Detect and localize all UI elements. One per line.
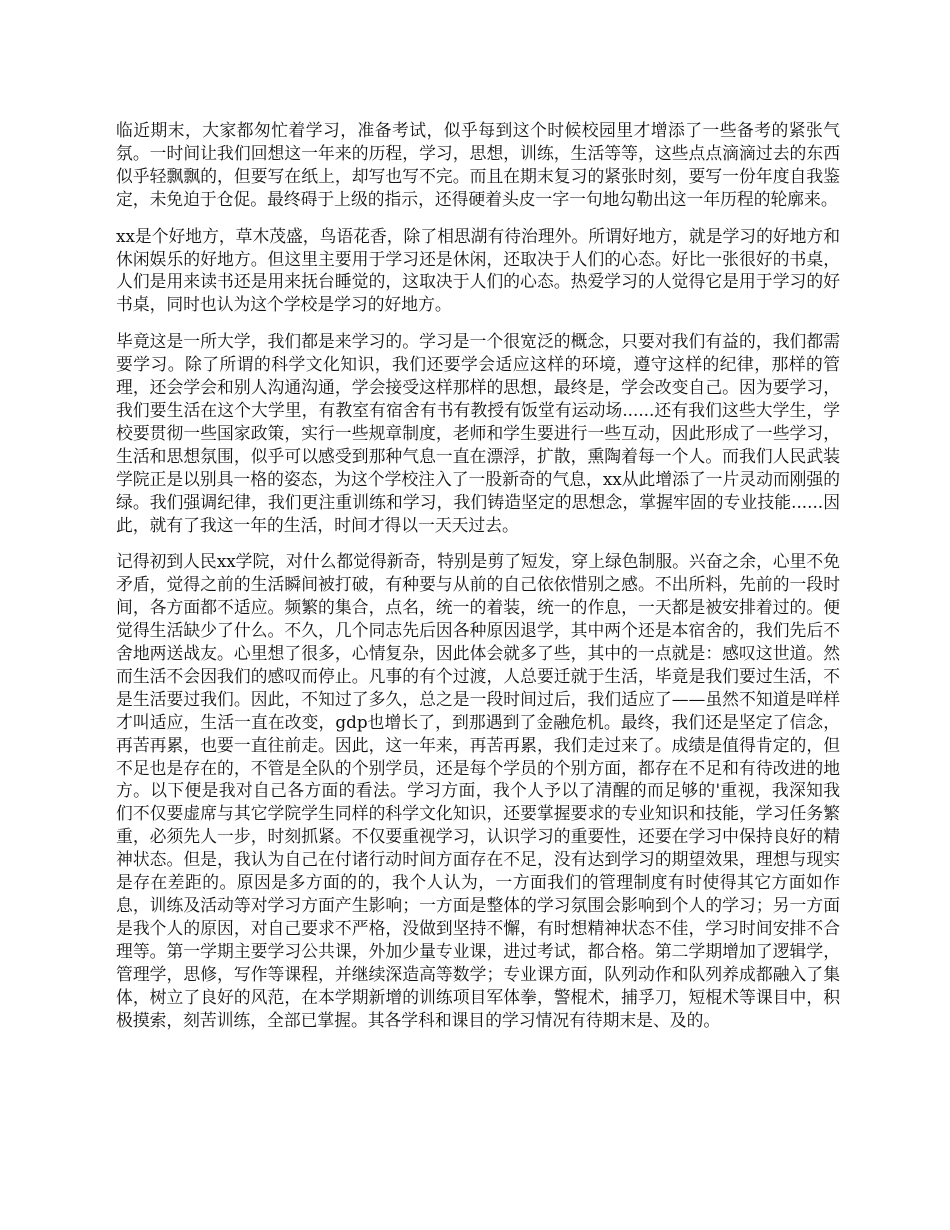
paragraph-1: 临近期末，大家都匆忙着学习，准备考试，似乎每到这个时候校园里才增添了一些备考的紧张气氛。一时间让我们回想这一年来的历程，学习，思想，训练，生活等等，这些点点滴滴过去的东西似乎轻飘飘的，但要写在纸上，却写也写不完。而且在期末复习的紧张时刻，要写一份年度自我鉴定，未免迫于仓促。最终碍于上级的指示，还得硬着头皮一字一句地勾勒出这一年历程的轮廓来。: [116, 120, 840, 209]
document-body: [116, 119, 840, 1045]
paragraph-4: 记得初到人民xx学院，对什么都觉得新奇，特别是剪了短发，穿上绿色制服。兴奋之余，心里不免矛盾，觉得之前的生活瞬间被打破，有种要与从前的自己依依惜别之感。不出所料，先前的一段时间，各方面都不适应。频繁的集合，点名，统一的着装，统一的作息，一天都是被安排着过的。便觉得生活缺少了什么。不久，几个同志先后因各种原因退学，其中两个还是本宿舍的，我们先后不舍地两送战友。心里想了很多，心情复杂，因此体会就多了些，其中的一点就是：感叹这世道。然而生活不会因我们的感叹而停止。凡事的有个过渡，人总要迁就于生活，毕竟是我们要过生活，不是生活要过我们。因此，不知过了多久，总之是一段时间过后，我们适应了——虽然不知道是咩样才叫适应，生活一直在改变，gdp也增长了，到那遇到了金融危机。最终，我们还是坚定了信念，再苦再累，也要一直往前走。因此，这一年来，再苦再累，我们走过来了。成绩是值得肯定的，但不足也是存在的，不管是全队的个别学员，还是每个学员的个别方面，都存在不足和有待改进的地方。以下便是我对自己各方面的看法。学习方面，我个人予以了清醒的而足够的'重视，我深知我们不仅要虚席与其它学院学生同样的科学文化知识，还要掌握要求的专业知识和技能，学习任务繁重，必须先人一步，时刻抓紧。不仅要重视学习，认识学习的重要性，还要在学习中保持良好的精神状态。但是，我认为自己在付诸行动时间方面存在不足，没有达到学习的期望效果，理想与现实是存在差距的。原因是多方面的的，我个人认为，一方面我们的管理制度有时使得其它方面如作息，训练及活动等对学习方面产生影响；一方面是整体的学习氛围会影响到个人的学习；另一方面是我个人的原因，对自己要求不严格，没做到坚持不懈，有时想精神状态不佳，学习时间安排不合理等。第一学期主要学习公共课，外加少量专业课，进过考试，都合格。第二学期增加了逻辑学，管理学，思修，写作等课程，并继续深造高等数学；专业课方面，队列动作和队列养成都融入了集体，树立了良好的风范，在本学期新增的训练项目军体拳，警棍术，捕孚刀，短棍术等课目中，积极摸索，刻苦训练，全部已掌握。其各学科和课目的学习情况有待期末是、及的。: [116, 551, 840, 1030]
paragraph-2: xx是个好地方，草木茂盛，鸟语花香，除了相思湖有待治理外。所谓好地方，就是学习的好地方和休闲娱乐的好地方。但这里主要用于学习还是休闲，还取决于人们的心态。好比一张很好的书桌，人们是用来读书还是用来抚台睡觉的，这取决于人们的心态。热爱学习的人觉得它是用于学习的好书桌，同时也认为这个学校是学习的好地方。: [116, 225, 840, 315]
paragraph-3: 毕竟这是一所大学，我们都是来学习的。学习是一个很宽泛的概念，只要对我们有益的，我们都需要学习。除了所谓的科学文化知识，我们还要学会适应这样的环境，遵守这样的纪律，那样的管理，还会学会和别人沟通沟通，学会接受这样那样的思想，最终是，学会改变自己。因为要学习，我们要生活在这个大学里，有教室有宿舍有书有教授有饭堂有运动场......还有我们这些大学生，学校要贯彻一些国家政策，实行一些规章制度，老师和学生要进行一些互动，因此形成了一些学习，生活和思想氛围，似乎可以感受到那种气息一直在漂浮，扩散，熏陶着每一个人。而我们人民武装学院正是以别具一格的姿态，为这个学校注入了一股新奇的气息，xx从此增添了一片灵动而刚强的绿。我们强调纪律，我们更注重训练和学习，我们铸造坚定的思想念，掌握牢固的专业技能......因此，就有了我这一年的生活，时间才得以一天天过去。: [116, 331, 840, 535]
